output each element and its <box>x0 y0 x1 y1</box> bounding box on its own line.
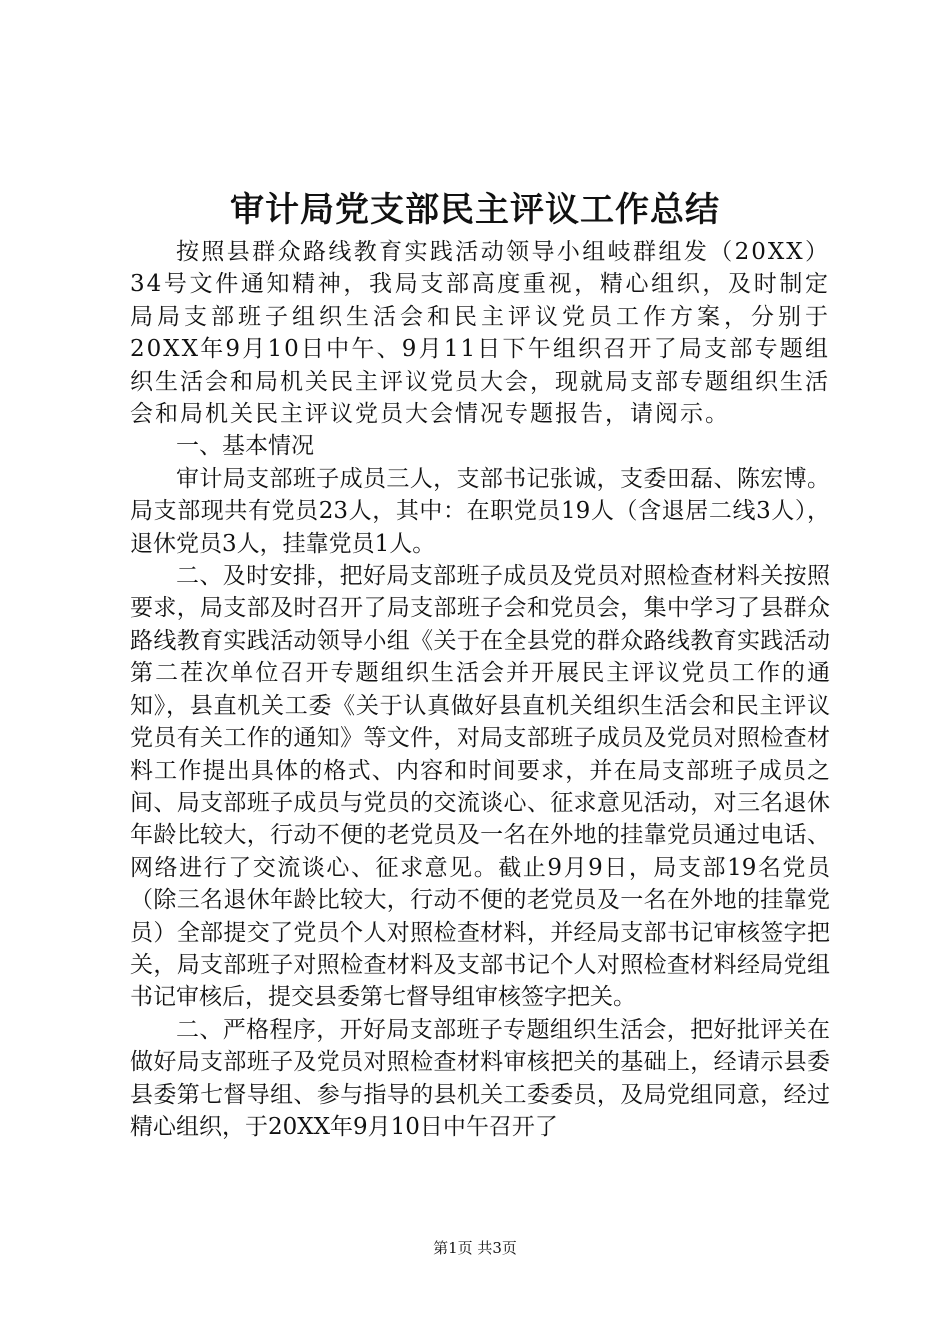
document-body <box>130 236 830 1143</box>
page-footer: 第1页 共3页 <box>433 1239 517 1257</box>
document-title: 审计局党支部民主评议工作总结 <box>230 190 720 230</box>
body-paragraph: 二、及时安排，把好局支部班子成员及党员对照检查材料关按照要求，局支部及时召开了局支部班子会和党员会，集中学习了县群众路线教育实践活动领导小组《关于在全县党的群众路线教育实践活动第二茬次单位召开专题组织生活会并开展民主评议党员工作的通知》，县直机关工委《关于认真做好县直机关组织生活会和民主评议党员有关工作的通知》等文件，对局支部班子成员及党员对照检查材料工作提出具体的格式、内容和时间要求，并在局支部班子成员之间、局支部班子成员与党员的交流谈心、征求意见活动，对三名退休年龄比较大，行动不便的老党员及一名在外地的挂靠党员通过电话、网络进行了交流谈心、征求意见。截止9月9日，局支部19名党员（除三名退休年龄比较大，行动不便的老党员及一名在外地的挂靠党员）全部提交了党员个人对照检查材料，并经局支部书记审核签字把关，局支部班子对照检查材料及支部书记个人对照检查材料经局党组书记审核后，提交县委第七督导组审核签字把关。 <box>130 563 830 1011</box>
section-heading: 一、基本情况 <box>176 433 314 460</box>
body-paragraph: 按照县群众路线教育实践活动领导小组岐群组发（20XX）34号文件通知精神，我局支部高度重视，精心组织，及时制定局局支部班子组织生活会和民主评议党员工作方案，分别于20XX年9月10日中午、9月11日下午组织召开了局支部专题组织生活会和局机关民主评议党员大会，现就局支部专题组织生活会和局机关民主评议党员大会情况专题报告，请阅示。 <box>130 239 830 428</box>
body-paragraph: 审计局支部班子成员三人，支部书记张诚，支委田磊、陈宏博。局支部现共有党员23人，其中：在职党员19人（含退居二线3人），退休党员3人，挂靠党员1人。 <box>130 465 830 557</box>
body-paragraph: 二、严格程序，开好局支部班子专题组织生活会，把好批评关在做好局支部班子及党员对照检查材料审核把关的基础上，经请示县委县委第七督导组、参与指导的县机关工委委员，及局党组同意，经过精心组织，于20XX年9月10日中午召开了 <box>130 1016 830 1140</box>
